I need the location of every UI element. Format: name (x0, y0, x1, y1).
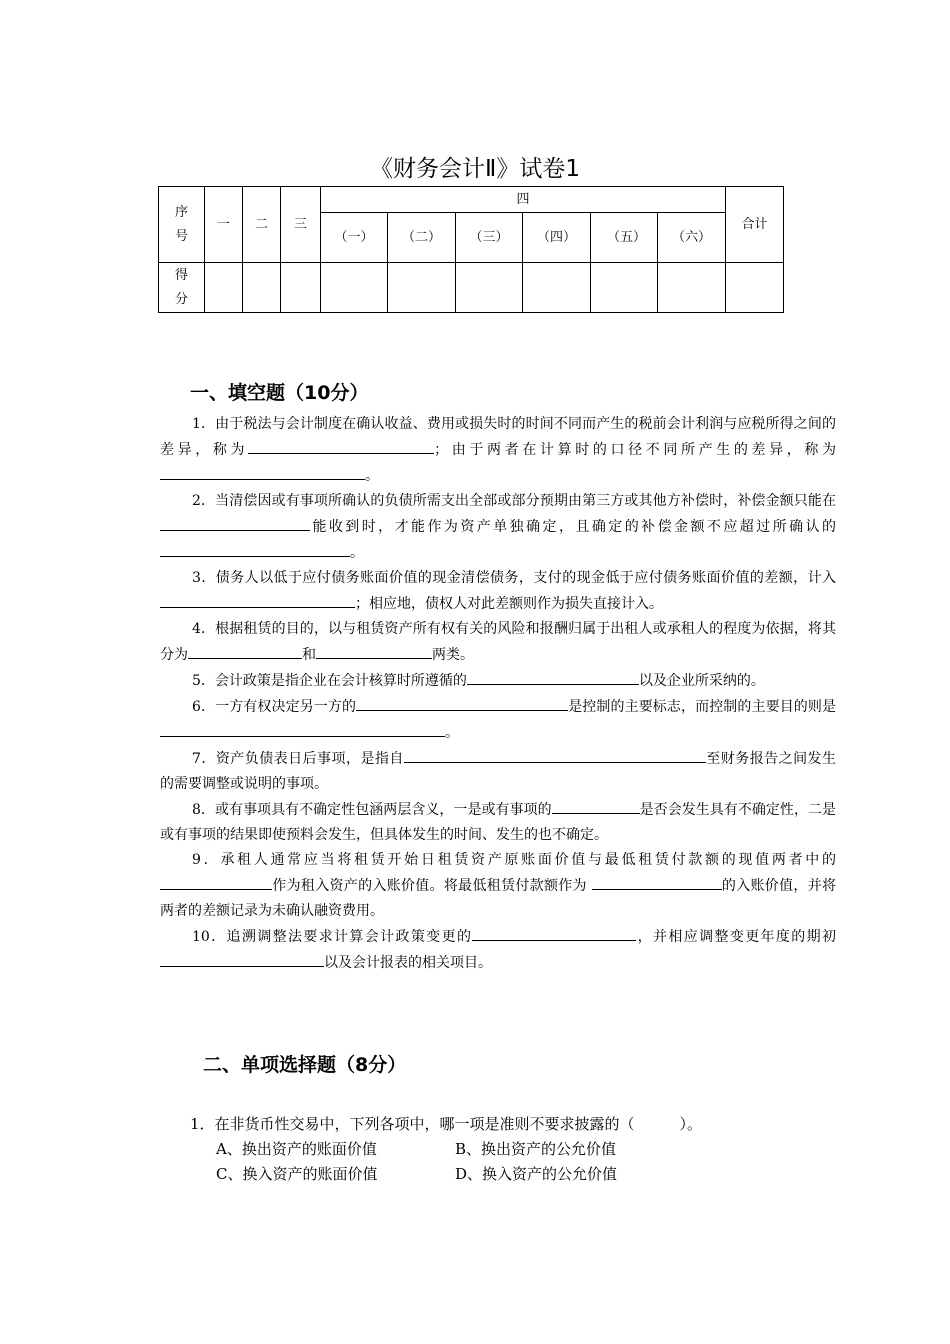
score-cell[interactable] (456, 263, 523, 313)
option-a[interactable]: A、换出资产的账面价值 (216, 1140, 377, 1158)
answer-blank[interactable] (467, 668, 639, 685)
option-b[interactable]: B、换出资产的公允价值 (455, 1140, 617, 1158)
question-1: 1．由于税法与会计制度在确认收益、费用或损失时的时间不同而产生的税前会计利润与应税所得之间的差异，称为 ；由于两者在计算时的口径不同所产生的差异，称为。 (160, 416, 837, 484)
question-2: 2．当清偿因或有事项所确认的负债所需支出全部或部分预期由第三方或其他方补偿时，补偿金额只能在能收到时，才能作为资产单独确定，且确定的补偿金额不应超过所确认的。 (160, 489, 836, 566)
row-header-score: 得分 (159, 263, 205, 313)
sub-col-2: （二） (388, 213, 456, 263)
answer-blank[interactable] (248, 437, 434, 454)
answer-blank[interactable] (404, 746, 706, 763)
score-table (158, 186, 784, 313)
answer-blank[interactable] (316, 642, 432, 659)
score-cell[interactable] (523, 263, 591, 313)
question-4: 4．根据租赁的目的，以与租赁资产所有权有关的风险和报酬归属于出租人或承租人的程度为依据，将其分为 和 两类。 (160, 621, 836, 663)
mc-question-1-stem: 1．在非货币性交易中，下列各项中，哪一项是准则不要求披露的（ ）。 (190, 1115, 703, 1133)
fill-in-questions (160, 412, 836, 976)
sub-col-4: （四） (523, 213, 591, 263)
answer-blank[interactable] (160, 540, 350, 557)
answer-blank[interactable] (160, 950, 324, 967)
sub-col-5: （五） (591, 213, 658, 263)
question-10: 10．追溯调整法要求计算会计政策变更的 ，并相应调整变更年度的期初以及会计报表的相关项目。 (160, 924, 836, 976)
row-header-number: 序号 (159, 187, 205, 263)
sub-col-1: （一） (321, 213, 388, 263)
answer-blank[interactable] (160, 591, 355, 608)
question-6: 6．一方有权决定另一方的 是控制的主要标志，而控制的主要目的则是。 (160, 694, 836, 746)
answer-blank[interactable] (552, 797, 640, 814)
answer-blank[interactable] (592, 873, 722, 890)
answer-blank[interactable] (160, 463, 365, 480)
col-total: 合计 (726, 187, 784, 263)
col-2: 二 (243, 187, 281, 263)
score-cell[interactable] (658, 263, 726, 313)
score-cell[interactable] (321, 263, 388, 313)
score-cell[interactable] (243, 263, 281, 313)
answer-blank[interactable] (472, 924, 636, 941)
answer-blank[interactable] (160, 720, 445, 737)
answer-blank[interactable] (160, 514, 310, 531)
col-3: 三 (281, 187, 321, 263)
section1-heading: 一、填空题（10分） (190, 382, 369, 404)
answer-blank[interactable] (356, 694, 568, 711)
sub-col-6: （六） (658, 213, 726, 263)
question-8: 8．或有事项具有不确定性包涵两层含义，一是或有事项的 是否会发生具有不确定性，二是或有事项的结果即使预料会发生，但具体发生的时间、发生的也不确定。 (160, 797, 836, 848)
exam-title: 《财务会计Ⅱ》试卷1 (370, 156, 580, 182)
question-5: 5．会计政策是指企业在会计核算时所遵循的 以及企业所采纳的。 (160, 668, 836, 694)
answer-blank[interactable] (160, 873, 272, 890)
option-c[interactable]: C、换入资产的账面价值 (216, 1165, 378, 1183)
answer-blank[interactable] (188, 642, 302, 659)
score-cell[interactable] (726, 263, 784, 313)
col-1: 一 (205, 187, 243, 263)
col-4-group: 四 (321, 187, 726, 213)
question-3: 3．债务人以低于应付债务账面价值的现金清偿债务，支付的现金低于应付债务账面价值的差额，计入；相应地，债权人对此差额则作为损失直接计入。 (160, 566, 836, 617)
question-7: 7．资产负债表日后事项，是指自 至财务报告之间发生的需要调整或说明的事项。 (160, 746, 836, 797)
question-9: 9．承租人通常应当将租赁开始日租赁资产原账面价值与最低租赁付款额的现值两者中的作为租入资产的入账价值。将最低租赁付款额作为 的入账价值，并将两者的差额记录为未确认融资费用。 (160, 852, 836, 919)
score-cell[interactable] (205, 263, 243, 313)
option-d[interactable]: D、换入资产的公允价值 (455, 1165, 618, 1183)
sub-col-3: （三） (456, 213, 523, 263)
score-cell[interactable] (388, 263, 456, 313)
section2-heading: 二、单项选择题（8分） (203, 1054, 407, 1076)
score-cell[interactable] (591, 263, 658, 313)
score-cell[interactable] (281, 263, 321, 313)
